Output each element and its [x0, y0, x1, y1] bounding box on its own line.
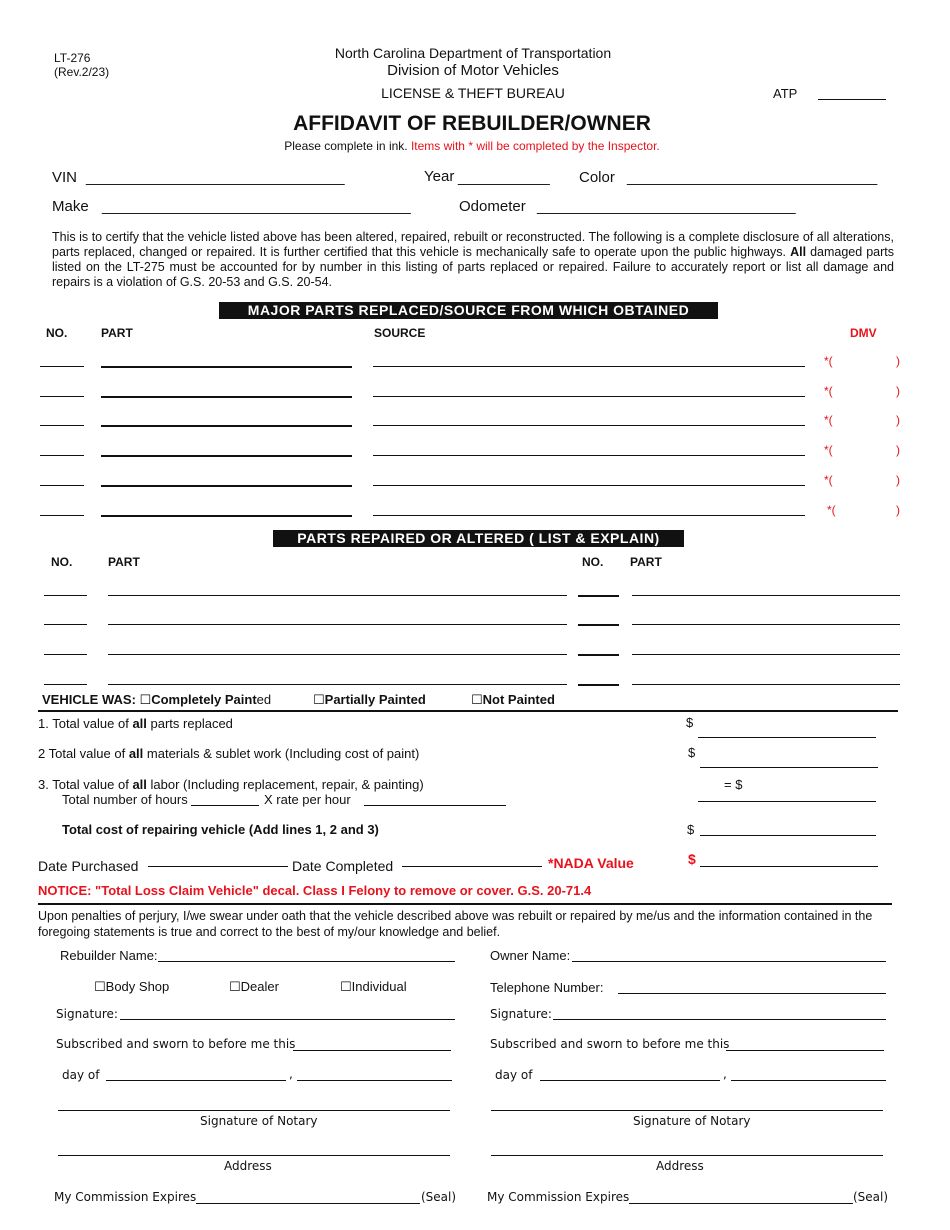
repaired-col-part-2: PART — [630, 555, 662, 569]
major-row-dmv-open: *( — [824, 443, 833, 457]
body-shop-option — [94, 979, 169, 995]
repaired-row-part-2-field[interactable] — [632, 595, 900, 596]
cost-line-2-text-2: materials & sublet work (Including cost of paint) — [143, 746, 420, 761]
rebuilder-name-field[interactable] — [158, 961, 455, 962]
major-row-dmv-open: *( — [824, 384, 833, 398]
owner-commission-field[interactable] — [629, 1203, 853, 1204]
atp-label: ATP — [773, 86, 798, 101]
body-shop-label: Body Shop — [105, 979, 170, 994]
major-col-source: SOURCE — [374, 326, 426, 340]
bureau-name: LICENSE & THEFT BUREAU — [381, 85, 565, 101]
odometer-label: Odometer — [459, 198, 526, 215]
rebuilder-day-field[interactable] — [106, 1080, 286, 1081]
repaired-row-part-field[interactable] — [108, 654, 567, 655]
major-row-part-field[interactable] — [101, 455, 352, 457]
make-label: Make — [52, 198, 89, 215]
individual-label: Individual — [351, 979, 407, 994]
owner-sworn-label: Subscribed and sworn to before me this — [490, 1037, 730, 1051]
year-field[interactable]: ___________ — [458, 169, 550, 186]
major-parts-banner: MAJOR PARTS REPLACED/SOURCE FROM WHICH OBTAINED — [219, 302, 718, 319]
owner-signature-label: Signature: — [490, 1007, 552, 1021]
dealer-label: Dealer — [240, 979, 279, 994]
page-title: AFFIDAVIT OF REBUILDER/OWNER — [293, 112, 651, 135]
completely-painted-suffix: ed — [256, 692, 272, 707]
form-number: LT-276 — [54, 51, 91, 65]
major-row-no-field[interactable] — [40, 455, 84, 456]
major-row-dmv-close: ) — [896, 503, 900, 517]
owner-name-label: Owner Name: — [490, 948, 571, 963]
checkbox-partially-painted[interactable]: ☐ — [313, 693, 325, 708]
cost-line-2-text: 2 Total value of — [38, 746, 129, 761]
repaired-row-part-2-field[interactable] — [632, 624, 900, 625]
major-row-part-field[interactable] — [101, 366, 352, 368]
major-row-source-field[interactable] — [373, 425, 805, 426]
owner-day-of-label: day of — [495, 1068, 533, 1082]
form-revision: (Rev.2/23) — [54, 65, 110, 79]
major-row-dmv-close: ) — [896, 413, 900, 427]
rebuilder-name-label: Rebuilder Name: — [60, 948, 158, 963]
make-field[interactable]: _____________________________________ — [102, 198, 411, 215]
date-purchased-field[interactable] — [148, 866, 288, 867]
owner-address-label: Address — [656, 1159, 704, 1173]
rebuilder-notary-field[interactable] — [58, 1110, 450, 1111]
cost-line-1-field[interactable] — [698, 737, 876, 738]
owner-signature-field[interactable] — [553, 1019, 886, 1020]
nada-dollar: $ — [688, 851, 696, 867]
rebuilder-day-of-label: day of — [62, 1068, 100, 1082]
certification-text-2: damaged parts listed on the LT-275 must be accounted for by number in this listing of parts replaced or repaired. Failure to accurately report or list all damage and repairs is a violation of G.S. 20-53 and G.S. 20-54. — [52, 245, 894, 289]
cost-line-2 — [38, 746, 419, 761]
section-divider — [38, 710, 898, 712]
oath-paragraph: Upon penalties of perjury, I/we swear under oath that the vehicle described above was rebuilt or repaired by me/us and the information contained in the foregoing statements is true and correct to the best of my/our knowledge and belief. — [38, 909, 873, 939]
checkbox-individual[interactable]: ☐ — [340, 980, 352, 995]
owner-comma: , — [723, 1067, 727, 1081]
rebuilder-year-field[interactable] — [297, 1080, 452, 1081]
repaired-row-part-field[interactable] — [108, 624, 567, 625]
owner-year-field[interactable] — [731, 1080, 886, 1081]
repaired-row-no-field[interactable] — [44, 684, 87, 685]
vin-label: VIN — [52, 169, 78, 186]
odometer-field[interactable]: _______________________________ — [537, 198, 796, 215]
checkbox-not-painted[interactable]: ☐ — [471, 693, 483, 708]
owner-address-field[interactable] — [491, 1155, 883, 1156]
repaired-row-no-field[interactable] — [44, 624, 87, 625]
major-row-no-field[interactable] — [40, 425, 84, 426]
partially-painted-option — [313, 692, 426, 708]
repaired-row-no-field[interactable] — [44, 595, 87, 596]
cost-line-3-equals: = $ — [724, 777, 743, 792]
repaired-row-no-2-field[interactable] — [578, 684, 619, 686]
repaired-row-part-field[interactable] — [108, 595, 567, 596]
owner-notary-label: Signature of Notary — [633, 1114, 751, 1128]
rate-field[interactable] — [364, 805, 506, 806]
cost-line-1-dollar: $ — [686, 715, 694, 730]
owner-sworn-field[interactable] — [726, 1050, 884, 1051]
repaired-row-no-2-field[interactable] — [578, 624, 619, 626]
rate-label: X rate per hour — [264, 792, 351, 807]
instruction-text: Please complete in ink. — [284, 139, 408, 153]
rebuilder-signature-field[interactable] — [120, 1019, 455, 1020]
agency-name: North Carolina Department of Transportation — [334, 45, 612, 61]
instruction-line — [0, 139, 944, 153]
checkbox-completely-painted[interactable]: ☐ — [139, 693, 152, 708]
major-row-part-field[interactable] — [101, 515, 352, 517]
major-row-part-field[interactable] — [101, 425, 352, 427]
major-row-dmv-close: ) — [896, 354, 900, 368]
total-cost-label: Total cost of repairing vehicle (Add lines 1, 2 and 3) — [62, 822, 379, 837]
cost-line-3-field[interactable] — [698, 801, 876, 802]
rebuilder-address-label: Address — [224, 1159, 272, 1173]
partially-painted-label: Partially Painted — [324, 692, 426, 707]
vin-field[interactable]: _______________________________ — [86, 169, 345, 186]
inspector-note: Items with * will be completed by the Inspector. — [410, 139, 660, 153]
major-row-dmv-close: ) — [896, 473, 900, 487]
major-row-no-field[interactable] — [40, 366, 84, 367]
rebuilder-commission-field[interactable] — [196, 1203, 420, 1204]
rebuilder-signature-label: Signature: — [56, 1007, 118, 1021]
hours-label: Total number of hours — [62, 792, 188, 807]
major-row-source-field[interactable] — [373, 485, 805, 486]
notice-divider — [38, 903, 892, 905]
owner-name-field[interactable] — [572, 961, 886, 962]
checkbox-dealer[interactable]: ☐ — [229, 980, 241, 995]
individual-option — [340, 979, 407, 995]
major-row-no-field[interactable] — [40, 515, 84, 516]
major-row-dmv-open: *( — [827, 503, 836, 517]
notice-text: NOTICE: "Total Loss Claim Vehicle" decal. Class I Felony to remove or cover. G.S. 20-71.4 — [38, 883, 592, 898]
major-row-dmv-close: ) — [896, 443, 900, 457]
rebuilder-address-field[interactable] — [58, 1155, 450, 1156]
owner-phone-label: Telephone Number: — [490, 980, 604, 995]
owner-day-field[interactable] — [540, 1080, 720, 1081]
repaired-col-no-2: NO. — [582, 555, 604, 569]
repaired-row-no-field[interactable] — [44, 654, 87, 655]
cost-line-2-all: all — [128, 746, 144, 761]
nada-value-field[interactable] — [700, 866, 878, 867]
dealer-option — [229, 979, 279, 995]
owner-seal-label: (Seal) — [853, 1190, 889, 1204]
cost-line-1-text: 1. Total value of — [38, 716, 133, 731]
major-col-dmv: DMV — [850, 326, 877, 340]
major-row-source-field[interactable] — [373, 396, 805, 397]
date-completed-field[interactable] — [402, 866, 542, 867]
major-col-part: PART — [101, 326, 133, 340]
cost-line-3-all: all — [132, 777, 147, 792]
major-row-source-field[interactable] — [373, 366, 805, 367]
total-cost-dollar: $ — [687, 822, 695, 837]
not-painted-label: Not Painted — [482, 692, 555, 707]
rebuilder-notary-label: Signature of Notary — [200, 1114, 318, 1128]
not-painted-option — [471, 692, 555, 708]
major-row-source-field[interactable] — [373, 455, 805, 456]
repaired-row-part-2-field[interactable] — [632, 684, 900, 685]
major-row-source-field[interactable] — [373, 515, 805, 516]
atp-field[interactable] — [818, 99, 886, 100]
major-row-dmv-open: *( — [824, 413, 833, 427]
owner-phone-field[interactable] — [618, 993, 886, 994]
cost-line-2-dollar: $ — [688, 745, 696, 760]
year-label: Year — [424, 168, 455, 185]
repaired-row-part-2-field[interactable] — [632, 654, 900, 655]
color-field[interactable]: ______________________________ — [627, 169, 878, 186]
cost-line-3-text: 3. Total value of — [38, 777, 133, 792]
major-row-dmv-open: *( — [824, 354, 833, 368]
owner-commission-label: My Commission Expires — [487, 1190, 630, 1204]
total-cost-field[interactable] — [700, 835, 876, 836]
repaired-row-part-field[interactable] — [108, 684, 567, 685]
color-label: Color — [579, 169, 615, 186]
cost-line-1-text-2: parts replaced — [146, 716, 233, 731]
vehicle-was-label: VEHICLE WAS: — [42, 692, 136, 707]
rebuilder-comma: , — [289, 1067, 293, 1081]
cost-line-3 — [38, 777, 424, 792]
major-row-dmv-close: ) — [896, 384, 900, 398]
repaired-row-no-2-field[interactable] — [578, 654, 619, 656]
major-row-part-field[interactable] — [101, 396, 352, 398]
hours-field[interactable] — [191, 805, 259, 806]
cost-line-1 — [38, 716, 233, 731]
nada-value-label: *NADA Value — [548, 855, 634, 871]
major-row-no-field[interactable] — [40, 396, 84, 397]
certification-all: All — [790, 245, 807, 259]
major-row-part-field[interactable] — [101, 485, 352, 487]
cost-line-2-field[interactable] — [700, 767, 878, 768]
checkbox-body-shop[interactable]: ☐ — [94, 980, 106, 995]
certification-text: This is to certify that the vehicle listed above has been altered, repaired, rebuilt or reconstructed. The following is a complete disclosure of all alterations, parts replaced, changed or repaired. It is further certified that this vehicle is mechanically safe to operate upon the public highways. — [52, 230, 894, 259]
major-row-dmv-open: *( — [824, 473, 833, 487]
certification-paragraph — [52, 230, 894, 290]
cost-line-1-all: all — [132, 716, 147, 731]
repaired-parts-banner: PARTS REPAIRED OR ALTERED ( LIST & EXPLAIN) — [273, 530, 684, 547]
vehicle-was-row — [42, 692, 271, 708]
repaired-row-no-2-field[interactable] — [578, 595, 619, 597]
rebuilder-sworn-field[interactable] — [293, 1050, 451, 1051]
date-purchased-label: Date Purchased — [38, 858, 139, 874]
major-row-no-field[interactable] — [40, 485, 84, 486]
repaired-col-part: PART — [108, 555, 140, 569]
rebuilder-seal-label: (Seal) — [421, 1190, 457, 1204]
completely-painted-label: Completely Paint — [151, 692, 257, 707]
rebuilder-sworn-label: Subscribed and sworn to before me this — [56, 1037, 296, 1051]
date-completed-label: Date Completed — [292, 858, 394, 874]
major-col-no: NO. — [46, 326, 68, 340]
division-name: Division of Motor Vehicles — [387, 62, 559, 79]
repaired-col-no: NO. — [51, 555, 73, 569]
owner-notary-field[interactable] — [491, 1110, 883, 1111]
rebuilder-commission-label: My Commission Expires — [54, 1190, 197, 1204]
cost-line-3-text-2: labor (Including replacement, repair, & painting) — [146, 777, 424, 792]
